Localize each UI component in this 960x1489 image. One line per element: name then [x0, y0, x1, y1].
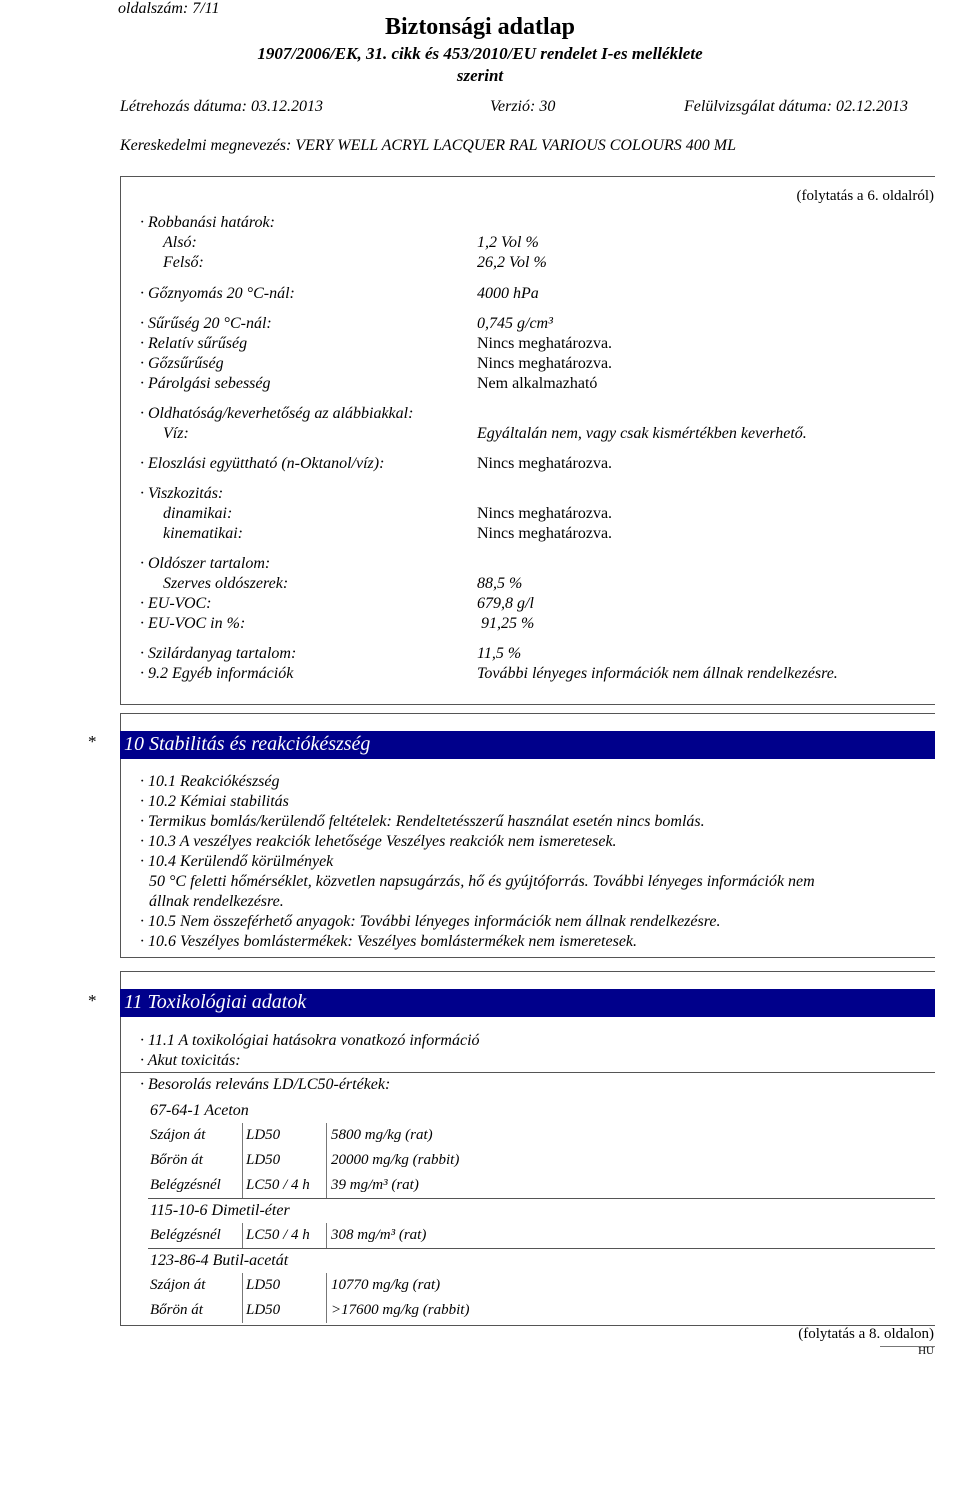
solids-content-value: 11,5 %: [477, 645, 522, 662]
butyl-acetate-tox-table: [150, 1273, 473, 1323]
substance-name-acetone: 67-64-1 Aceton: [150, 1102, 249, 1119]
type-cell: LD50: [243, 1273, 327, 1298]
section10-title: 10 Stabilitás és reakciókészség: [124, 733, 371, 755]
euvoc-percent-value: 91,25 %: [481, 615, 535, 632]
language-code: HU: [918, 1345, 934, 1357]
route-cell: Belégzésnél: [150, 1227, 221, 1243]
kinematic-viscosity-value: Nincs meghatározva.: [477, 525, 613, 542]
explosion-limits-label: · Robbanási határok:: [140, 214, 275, 231]
table-row: [150, 1298, 473, 1323]
relative-density-label: · Relatív sűrűség: [140, 335, 248, 352]
section11-title: 11 Toxikológiai adatok: [124, 991, 307, 1013]
value-cell: 39 mg/m³ (rat): [327, 1173, 464, 1198]
section11-change-marker: *: [88, 991, 97, 1010]
type-cell: LD50: [243, 1123, 327, 1148]
substance-name-dimethyl-ether: 115-10-6 Dimetil-éter: [150, 1202, 290, 1219]
section11-left-rule: [120, 971, 121, 1325]
euvoc-value: 679,8 g/l: [477, 595, 534, 612]
route-cell: Bőrön át: [150, 1152, 203, 1168]
acetone-tox-table: [150, 1123, 463, 1198]
s10-incompatible-label: · 10.5 Nem összeférhető anyagok:: [140, 913, 356, 930]
revised-date: Felülvizsgálat dátuma: 02.12.2013: [684, 98, 908, 115]
type-cell: LC50 / 4 h: [243, 1173, 327, 1198]
section10-top-rule: [120, 713, 935, 714]
dimethyl-ether-rule: [148, 1248, 935, 1249]
table-row: [150, 1123, 463, 1148]
table-row: [150, 1273, 473, 1298]
s10-incompatible-materials: [140, 913, 720, 931]
s10-thermal-decomposition: [140, 813, 705, 831]
section10-heading-band: [120, 731, 935, 759]
s10-hazardous-reactions: [140, 833, 617, 851]
s10-thermal-value: Rendeltetésszerű használat esetén nincs bomlás.: [395, 813, 705, 830]
dimethyl-ether-tox-table: [150, 1223, 430, 1248]
relative-density-value: Nincs meghatározva.: [477, 335, 613, 352]
version: Verzió: 30: [490, 98, 556, 115]
value-cell: 5800 mg/kg (rat): [327, 1123, 464, 1148]
type-cell: LC50 / 4 h: [243, 1223, 327, 1248]
other-info-value: További lényeges információk nem állnak rendelkezésre.: [477, 665, 838, 682]
s10-conditions-avoid: · 10.4 Kerülendő körülmények: [140, 853, 334, 870]
substance-name-butyl-acetate: 123-86-4 Butil-acetát: [150, 1252, 289, 1269]
type-cell: LD50: [243, 1298, 327, 1323]
upper-limit-value: 26,2 Vol %: [477, 254, 547, 271]
regulation-line-2: szerint: [456, 66, 504, 85]
dynamic-viscosity-label: dinamikai:: [163, 505, 233, 522]
s10-decomposition-value: Veszélyes bomlástermékek nem ismeretesek.: [356, 933, 638, 950]
partition-value: Nincs meghatározva.: [477, 455, 613, 472]
s10-chemical-stability: · 10.2 Kémiai stabilitás: [140, 793, 289, 810]
s10-reactivity: · 10.1 Reakciókészség: [140, 773, 280, 790]
section10-bottom-rule: [120, 957, 935, 958]
document-title: Biztonsági adatlap: [384, 14, 576, 40]
euvoc-label: · EU-VOC:: [140, 595, 212, 612]
upper-limit-label: Felső:: [163, 254, 204, 271]
route-cell: Szájon át: [150, 1277, 206, 1293]
vapour-density-value: Nincs meghatározva.: [477, 355, 613, 372]
regulation-line-1: 1907/2006/EK, 31. cikk és 453/2010/EU rendelet I-es melléklete: [257, 44, 703, 63]
solvent-content-label: · Oldószer tartalom:: [140, 555, 271, 572]
s10-conditions-text: 50 °C feletti hőmérséklet, közvetlen napsugárzás, hő és gyújtóforrás. További lényeges információk nem: [149, 873, 815, 890]
section9-left-rule: [120, 176, 121, 704]
value-cell: 10770 mg/kg (rat): [327, 1273, 474, 1298]
s10-hazardous-label: · 10.3 A veszélyes reakciók lehetősége: [140, 833, 382, 850]
dynamic-viscosity-value: Nincs meghatározva.: [477, 505, 613, 522]
table-row: [150, 1148, 463, 1173]
s10-incompatible-value: További lényeges információk nem állnak rendelkezésre.: [359, 913, 721, 930]
organic-solvents-value: 88,5 %: [477, 575, 523, 592]
euvoc-percent-label: · EU-VOC in %:: [140, 615, 246, 632]
density-value: 0,745 g/cm³: [477, 315, 553, 332]
vapour-pressure-label: · Gőznyomás 20 °C-nál:: [140, 285, 295, 302]
value-cell: >17600 mg/kg (rabbit): [327, 1298, 474, 1323]
solubility-label: · Oldhatóság/keverhetőség az alábbiakkal:: [140, 405, 414, 422]
value-cell: 20000 mg/kg (rabbit): [327, 1148, 464, 1173]
evaporation-label: · Párolgási sebesség: [140, 375, 271, 392]
section10-change-marker: *: [88, 732, 97, 751]
value-cell: 308 mg/m³ (rat): [327, 1223, 431, 1248]
section11-heading-band: [120, 989, 935, 1017]
table-row: [150, 1223, 430, 1248]
viscosity-label: · Viszkozitás:: [140, 485, 224, 502]
route-cell: Szájon át: [150, 1127, 206, 1143]
section11-top-rule: [120, 971, 935, 972]
organic-solvents-label: Szerves oldószerek:: [163, 575, 289, 592]
s11-tox-info: · 11.1 A toxikológiai hatásokra vonatkozó információ: [140, 1032, 480, 1049]
trade-name: Kereskedelmi megnevezés: VERY WELL ACRYL LACQUER RAL VARIOUS COLOURS 400 ML: [120, 137, 736, 154]
section9-top-rule: [120, 176, 935, 177]
table-row: [150, 1173, 463, 1198]
s11-table-top-rule: [120, 1072, 935, 1073]
section9-bottom-rule: [120, 704, 935, 705]
evaporation-value: Nem alkalmazható: [477, 375, 598, 392]
density-label: · Sűrűség 20 °C-nál:: [140, 315, 272, 332]
lower-limit-value: 1,2 Vol %: [477, 234, 539, 251]
s10-decomposition-label: · 10.6 Veszélyes bomlástermékek:: [140, 933, 353, 950]
continued-from: (folytatás a 6. oldalról): [796, 188, 934, 204]
s10-decomposition-products: [140, 933, 637, 951]
vapour-pressure-value: 4000 hPa: [477, 285, 539, 302]
water-label: Víz:: [163, 425, 189, 442]
kinematic-viscosity-label: kinematikai:: [163, 525, 243, 542]
other-info-label: · 9.2 Egyéb információk: [140, 665, 294, 682]
s11-acute-toxicity: · Akut toxicitás:: [140, 1052, 241, 1069]
solids-content-label: · Szilárdanyag tartalom:: [140, 645, 297, 662]
route-cell: Bőrön át: [150, 1302, 203, 1318]
water-value: Egyáltalán nem, vagy csak kismértékben keverhető.: [477, 425, 807, 442]
created-date: Létrehozás dátuma: 03.12.2013: [120, 98, 323, 115]
s10-hazardous-value: Veszélyes reakciók nem ismeretesek.: [385, 833, 617, 850]
s10-conditions-text-2: állnak rendelkezésre.: [149, 893, 284, 910]
s11-ld-lc50-label: · Besorolás releváns LD/LC50-értékek:: [140, 1076, 391, 1093]
vapour-density-label: · Gőzsűrűség: [140, 355, 224, 372]
s10-thermal-label: · Termikus bomlás/kerülendő feltételek:: [140, 813, 392, 830]
page-number: oldalszám: 7/11: [118, 0, 220, 17]
lower-limit-label: Alsó:: [163, 234, 197, 251]
partition-label: · Eloszlási együttható (n-Oktanol/víz):: [140, 455, 385, 472]
type-cell: LD50: [243, 1148, 327, 1173]
continued-to: (folytatás a 8. oldalon): [798, 1326, 934, 1342]
acetone-rule: [148, 1198, 935, 1199]
route-cell: Belégzésnél: [150, 1177, 221, 1193]
